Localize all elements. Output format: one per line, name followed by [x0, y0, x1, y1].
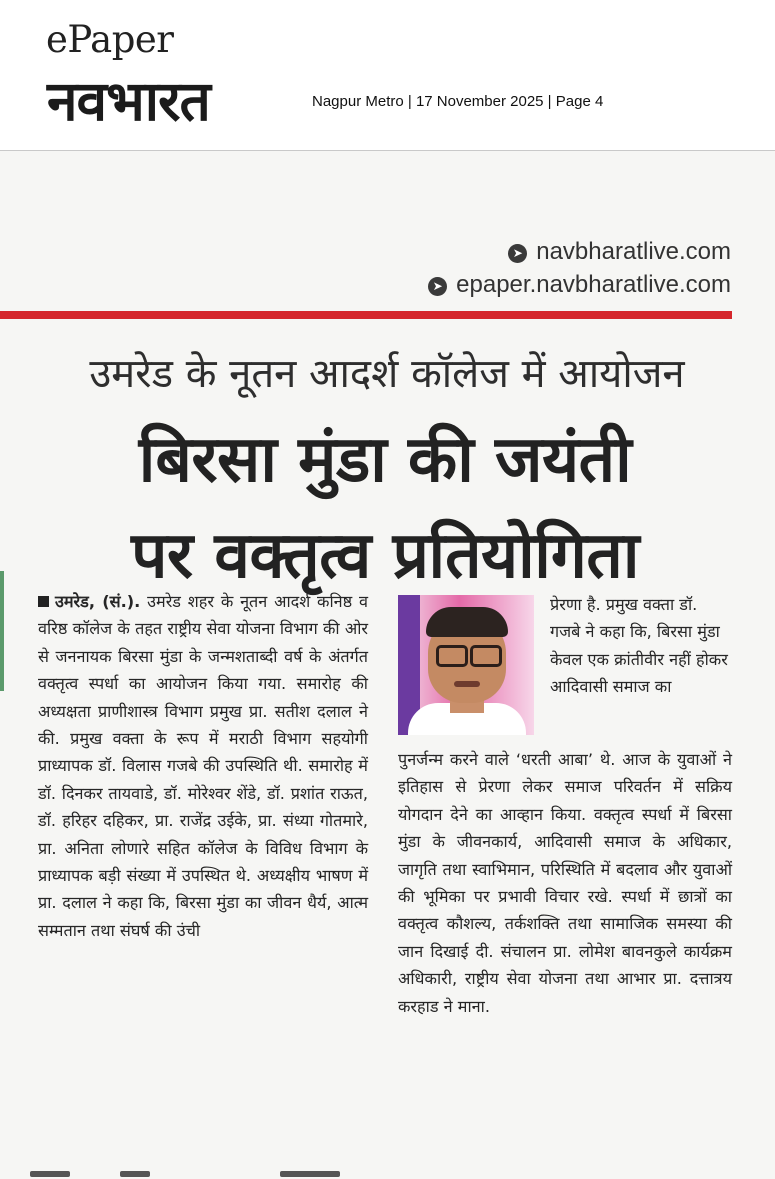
speaker-photo — [398, 595, 534, 735]
red-rule — [0, 311, 732, 319]
bullet-icon — [38, 596, 49, 607]
arrow-circle-icon: ➤ — [428, 277, 447, 296]
next-article-fragment — [0, 1171, 775, 1179]
news-clipping — [0, 151, 775, 1179]
article-kicker: उमरेड के नूतन आदर्श कॉलेज में आयोजन — [89, 351, 685, 397]
edition-info: Nagpur Metro | 17 November 2025 | Page 4 — [312, 93, 604, 110]
body-left-text: उमरेड शहर के नूतन आदर्श कनिष्ठ व वरिष्ठ कॉलेज के तहत राष्ट्रीय सेवा योजना विभाग की ओर से जननायक बिरसा मुंडा के जन्मशताब्दी वर्ष के अंतर्गत वक्तृत्व स्पर्धा का आयोजन किया गया. समारोह की अध्यक्षता प्राणीशास्त्र विभाग प्रमुख प्रा. सतीश दलाल ने की. प्रमुख वक्ता के रूप में मराठी विभाग सहयोगी प्राध्यापक डॉ. विलास गजबे की उपस्थिति थी. समारोह में डॉ. दिनकर तायवाडे, डॉ. मोरेश्वर शेंडे, डॉ. प्रशांत राऊत, डॉ. हरिहर दहिकर, प्रा. राजेंद्र उईके, प्रा. संध्या गोतमारे, प्रा. अनिता लोणारे सहित कॉलेज के विविध विभाग के प्राध्यापक बड़ी संख्या में उपस्थित थे. अध्यक्षीय भाषण में प्रा. दलाल ने कहा कि, बिरसा मुंडा का जीवन धैर्य, आत्म सम्मतान तथा संघर्ष की उंची — [38, 592, 368, 940]
dateline: उमरेड, (सं.). — [55, 592, 141, 611]
newspaper-logo[interactable]: नवभारत — [47, 69, 210, 133]
website-link: ➤ navbharatlive.com — [508, 238, 731, 266]
epaper-header — [0, 0, 775, 151]
body-right-top: प्रेरणा है. प्रमुख वक्ता डॉ. गजबे ने कहा कि, बिरसा मुंडा केवल एक क्रांतीवीर नहीं होकर आदिवासी समाज का — [550, 595, 728, 697]
headline-line-2: पर वक्तृत्व प्रतियोगिता — [131, 519, 639, 593]
headline-line-1: बिरसा मुंडा की जयंती — [138, 423, 632, 497]
arrow-circle-icon: ➤ — [508, 244, 527, 263]
epaper-label: ePaper — [46, 18, 174, 61]
epaper-website-link: ➤ epaper.navbharatlive.com — [428, 271, 731, 299]
article-body-right: पुनर्जन्म करने वाले ‘धरती आबा’ थे. आज के युवाओं ने इतिहास से प्रेरणा लेकर समाज परिवर्तन में सक्रिय योगदान देने का आव्हान किया. वक्तृत्व स्पर्धा में बिरसा मुंडा के जीवनकार्य, आदिवासी समाज के अधिकार, जागृति तथा स्वाभिमान, परिस्थिति में बदलाव और युवाओं की भूमिका पर प्रभावी विचार रखे. स्पर्धा में छात्रों का वक्तृत्व कौशल्य, तर्कशक्ति तथा सामाजिक समस्या की जान दिखाई दी. संचालन प्रा. लोमेश बावनकुले कार्यक्रम अधिकारी, राष्ट्रीय सेवा योजना तथा आभार प्रा. दत्तात्रय करहाड ने माना. — [398, 750, 732, 1016]
adjacent-article-strip — [0, 571, 4, 691]
article-body-left — [38, 588, 368, 944]
